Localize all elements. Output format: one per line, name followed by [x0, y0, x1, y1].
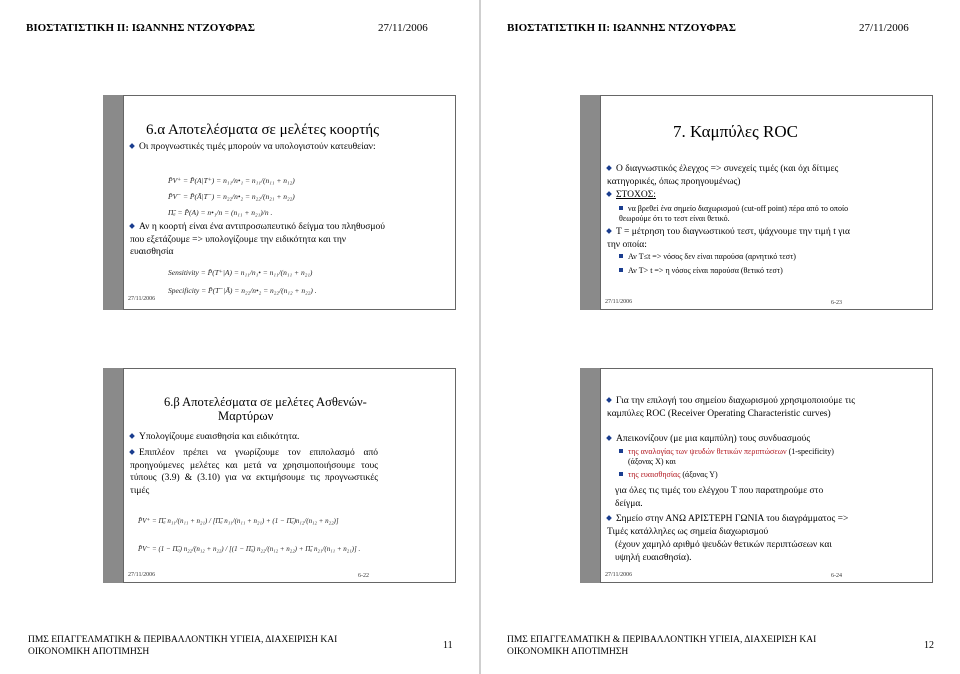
sub-bullet: Αν T≤t => νόσος δεν είναι παρούσα (αρνητικό τεστ) [619, 252, 796, 262]
square-bullet-icon [619, 206, 623, 210]
formula-ppv: P̂V⁺ = P̂(A|T⁺) = n₁₁/n•₁ = n₁₁/(n₁₁ + n₁₂) [168, 176, 295, 185]
bullet: Επιπλέον πρέπει να γνωρίζουμε τον επιπολασμό από προηγούμενες μελέτες και μετά να χρησιμοποιήσουμε τους τύπους (3.9) & (3.10) για να εκτιμήσουμε τις προγνωστικές τιμές [130, 448, 378, 496]
footer-line1: ΠΜΣ ΕΠΑΓΓΕΛΜΑΤΙΚΗ & ΠΕΡΙΒΑΛΛΟΝΤΙΚΗ ΥΓΙΕΙΑ, ΔΙΑΧΕΙΡΙΣΗ ΚΑΙ [507, 635, 817, 645]
diamond-bullet-icon [606, 435, 612, 441]
footer-line2: ΟΙΚΟΝΟΜΙΚΗ ΑΠΟΤΙΜΗΣΗ [28, 647, 150, 657]
sub-bullet: της αναλογίας των ψευδών θετικών περιπτώσεων (1-specificity) (άξονας Χ) και [619, 447, 855, 467]
square-bullet-icon [619, 254, 623, 258]
bullet: Σημείο στην ΑΝΩ ΑΡΙΣΤΕΡΗ ΓΩΝΙΑ του διαγράμματος => Τιμές κατάλληλες ως σημεία διαχωρισμού [607, 514, 849, 537]
slide-number: 6-24 [831, 573, 842, 579]
continuation-text: (έχουν χαμηλό αριθμό ψευδών θετικών περιπτώσεων και υψηλή ευαισθησία). [615, 540, 832, 563]
slide-title-line2: Μαρτύρων [218, 409, 274, 423]
sub-bullet: Αν T> t => η νόσος είναι παρούσα (θετικό τεστ) [619, 266, 783, 276]
slide-date: 27/11/2006 [128, 572, 156, 578]
bullet-goal: ΣΤΟΧΟΣ: [607, 189, 656, 202]
bullet: Υπολογίζουμε ευαισθησία και ειδικότητα. [130, 431, 380, 444]
slide-date: 27/11/2006 [128, 296, 156, 302]
page-number: 12 [924, 640, 934, 651]
slide-title: 6.β Αποτελέσματα σε μελέτες Ασθενών- [164, 395, 367, 409]
header-date: 27/11/2006 [378, 22, 428, 34]
slide-date: 27/11/2006 [605, 572, 633, 578]
bullet: Για την επιλογή του σημείου διαχωρισμού χρησιμοποιούμε τις καμπύλες ROC (Receiver Operating Characteristic curves) [607, 396, 855, 419]
bullet: Οι προγνωστικές τιμές μπορούν να υπολογιστούν κατευθείαν: [130, 141, 385, 154]
slide-date: 27/11/2006 [605, 299, 633, 305]
diamond-bullet-icon [606, 397, 612, 403]
formula-prevalence: Π̂ₐ = P̂(A) = n•₁/n = (n₁₁ + n₂₁)/n . [168, 208, 273, 217]
diamond-bullet-icon [606, 165, 612, 171]
bullet: Ο διαγνωστικός έλεγχος => συνεχείς τιμές (και όχι δίτιμες κατηγορικές, όπως προηγουμένως) [607, 164, 839, 187]
continuation-text: για όλες τις τιμές του ελέγχου T που παρατηρούμε στο δείγμα. [615, 486, 824, 509]
footer-line1: ΠΜΣ ΕΠΑΓΓΕΛΜΑΤΙΚΗ & ΠΕΡΙΒΑΛΛΟΝΤΙΚΗ ΥΓΙΕΙΑ, ΔΙΑΧΕΙΡΙΣΗ ΚΑΙ [28, 635, 338, 645]
bullet: T = μέτρηση του διαγνωστικού τεστ, ψάχνουμε την τιμή t για την οποία: [607, 227, 850, 250]
slide-number: 6-22 [358, 573, 369, 579]
diamond-bullet-icon [129, 223, 135, 229]
slide-6-21 [123, 95, 456, 310]
formula-sensitivity: Sensitivity = P̂(T⁺|A) = n₁₁/n₁• = n₁₁/(n₁₁ + n₂₁) [168, 268, 313, 277]
header-title: ΒΙΟΣΤΑΤΙΣΤΙΚΗ ΙΙ: ΙΩΑΝΝΗΣ ΝΤΖΟΥΦΡΑΣ [26, 22, 255, 34]
diamond-bullet-icon [606, 191, 612, 197]
footer-line2: ΟΙΚΟΝΟΜΙΚΗ ΑΠΟΤΙΜΗΣΗ [507, 647, 629, 657]
square-bullet-icon [619, 449, 623, 453]
formula-specificity: Specificity = P̂(T⁻|Ā) = n₂₂/n•₂ = n₂₂/(n₁₂ + n₂₂) . [168, 286, 317, 295]
footer-text [28, 634, 337, 658]
square-bullet-icon [619, 268, 623, 272]
slide-title: 7. Καμπύλες ROC [673, 122, 798, 141]
slide-6-22 [123, 368, 456, 583]
left-page [0, 0, 479, 674]
diamond-bullet-icon [129, 433, 135, 439]
diamond-bullet-icon [129, 143, 135, 149]
sub-bullet: της ευαισθησίας (άξονας Υ) [619, 470, 718, 480]
sub-bullet: να βρεθεί ένα σημείο διαχωρισμού (cut-off point) πέρα από το οποίο θεωρούμε ότι το τεστ είναι θετικό. [619, 204, 849, 223]
bullet: Απεικονίζουν (με μια καμπύλη) τους συνδυασμούς [607, 433, 855, 446]
slide-number: 6-23 [831, 300, 842, 306]
formula-npv: P̂V⁻ = (1 − Π̂ₐ) n₂₂/(n₁₂ + n₂₂) / [(1 − Π̂ₐ) n₂₂/(n₁₂ + n₂₂) + Π̂ₐ n₂₁/(n₁₁ + n₂₁)] . [138, 545, 361, 553]
diamond-bullet-icon [129, 449, 135, 455]
slide-title: 6.α Αποτελέσματα σε μελέτες κοορτής [146, 122, 380, 138]
diamond-bullet-icon [606, 515, 612, 521]
right-page [481, 0, 960, 674]
formula-ppv: P̂V⁺ = Π̂ₐ n₁₁/(n₁₁ + n₂₁) / [Π̂ₐ n₁₁/(n₁₁ + n₂₁) + (1 − Π̂ₐ)n₁₂/(n₁₂ + n₂₂)] [138, 517, 339, 525]
diamond-bullet-icon [606, 228, 612, 234]
bullet: Αν η κοορτή είναι ένα αντιπροσωπευτικό δείγμα του πληθυσμού που εξετάζουμε => υπολογίζουμε την ειδικότητα και την ευαισθησία [130, 222, 385, 257]
slide-6-23 [600, 95, 933, 310]
formula-npv: P̂V⁻ = P̂(Ā|T⁻) = n₂₂/n•₂ = n₂₂/(n₂₁ + n₂₂) [168, 192, 295, 201]
square-bullet-icon [619, 472, 623, 476]
header-date: 27/11/2006 [859, 22, 909, 34]
header-title: ΒΙΟΣΤΑΤΙΣΤΙΚΗ ΙΙ: ΙΩΑΝΝΗΣ ΝΤΖΟΥΦΡΑΣ [507, 22, 736, 34]
page-number: 11 [443, 640, 453, 651]
footer-text [507, 634, 816, 658]
slide-6-24 [600, 368, 933, 583]
